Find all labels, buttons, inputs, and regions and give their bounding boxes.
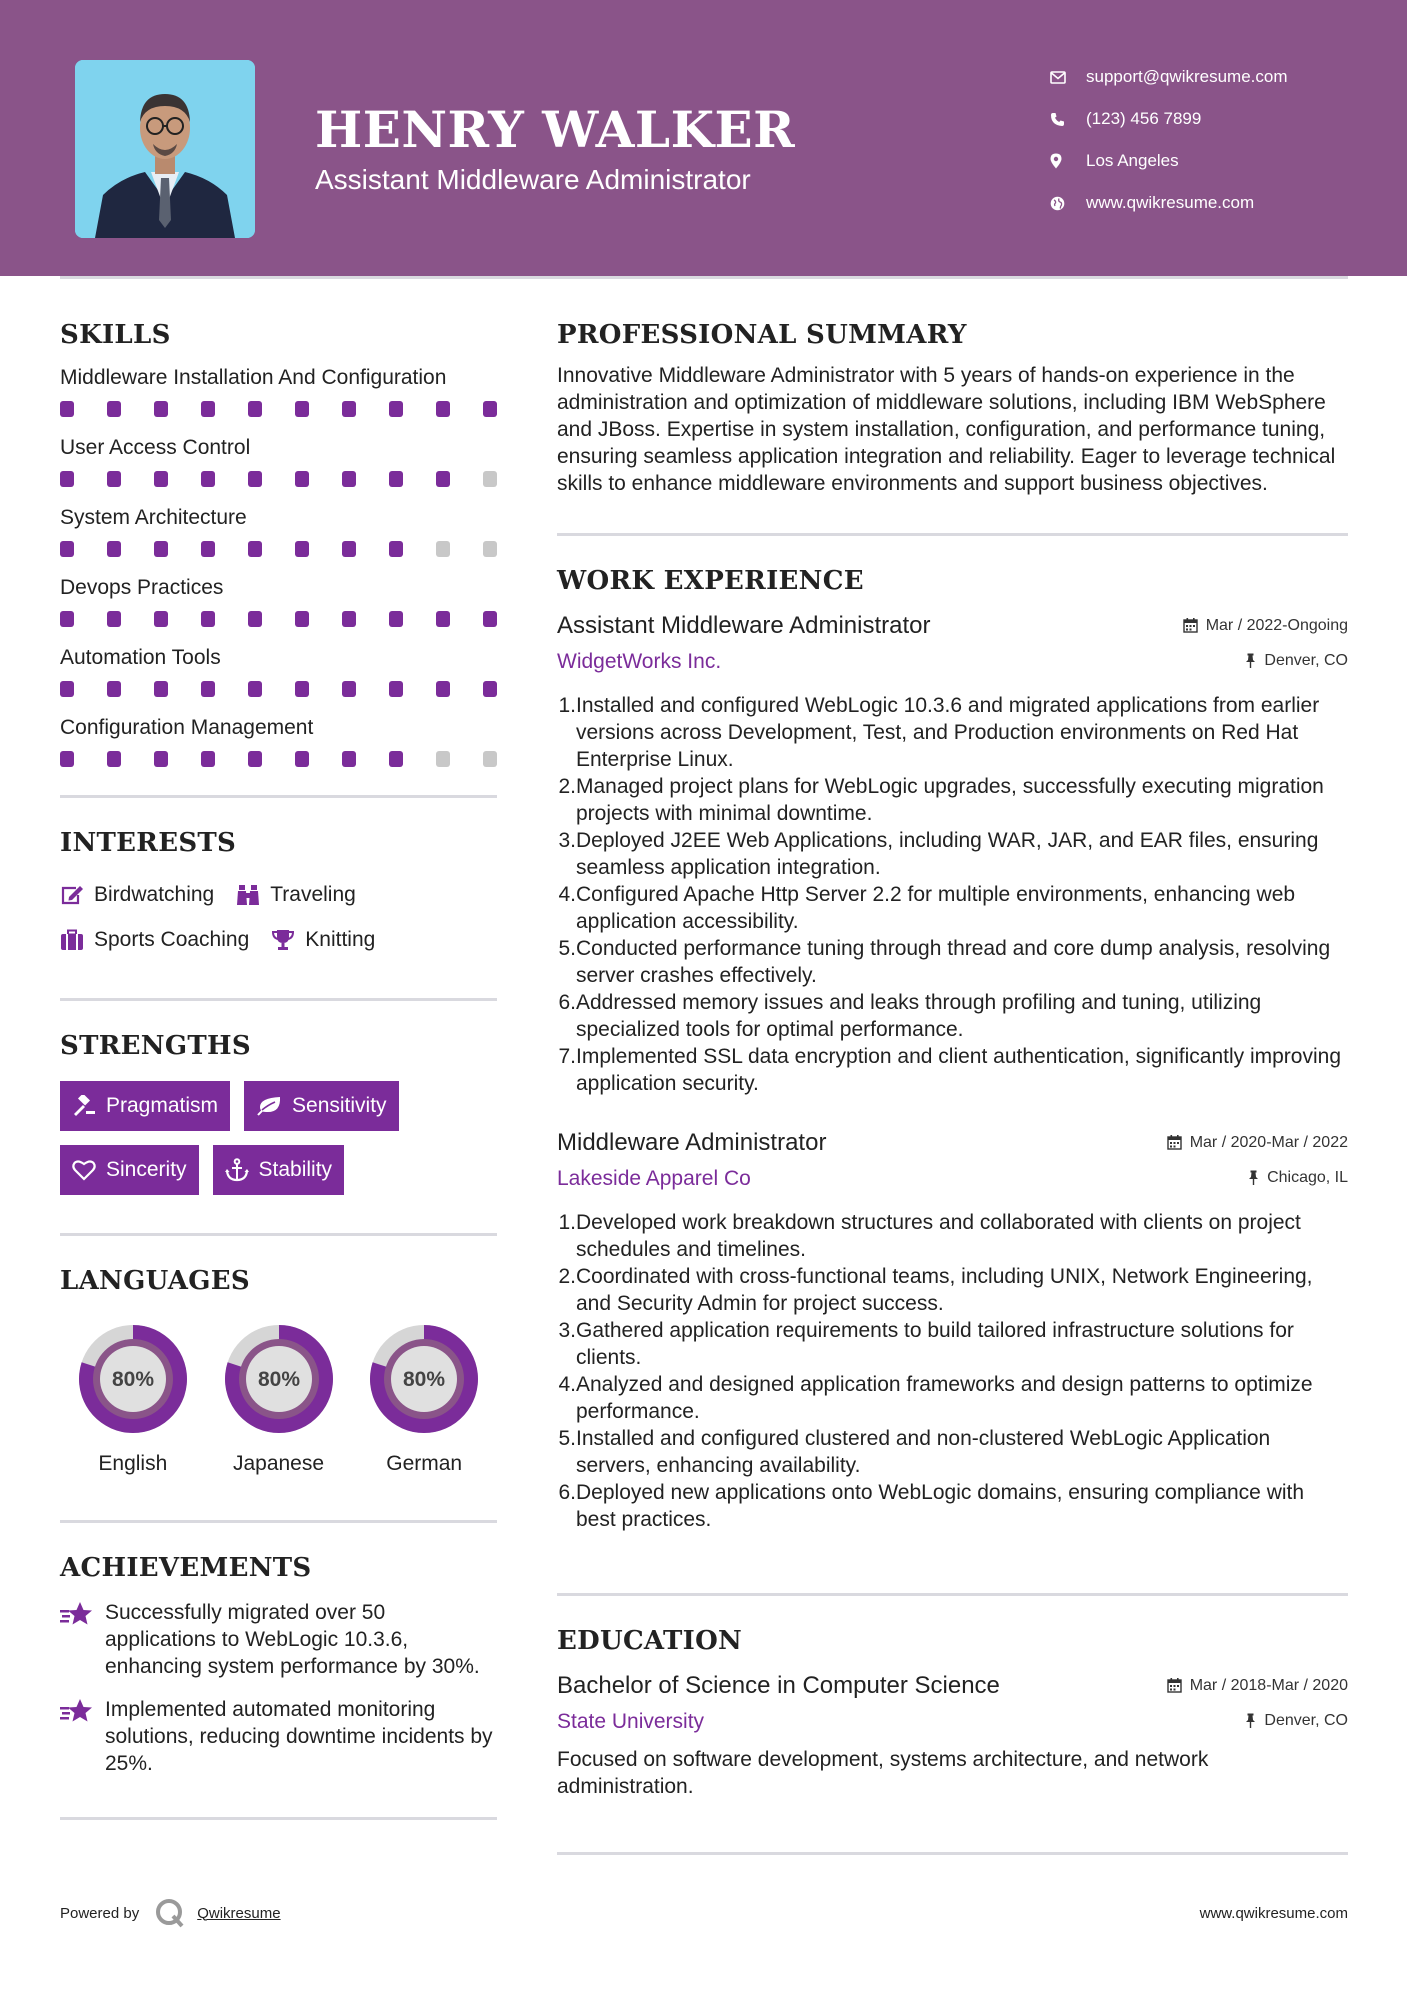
education-location-text: Denver, CO [1264, 1711, 1348, 1729]
languages-list [60, 1318, 497, 1476]
education-date [1167, 1677, 1348, 1695]
job-location-text: Denver, CO [1264, 651, 1348, 669]
rating-dot-filled [483, 681, 497, 697]
rating-dot-filled [154, 681, 168, 697]
rating-dot-filled [201, 401, 215, 417]
skill-item [60, 714, 497, 767]
contact-phone[interactable] [1050, 98, 1288, 140]
language-percent: 80% [257, 1368, 300, 1391]
star-icon [60, 1696, 105, 1777]
achievement-text: Implemented automated monitoring solutions, reducing downtime incidents by 25%. [105, 1698, 493, 1775]
edit-icon [60, 884, 84, 906]
skill-item [60, 504, 497, 557]
rating-dot-filled [295, 471, 309, 487]
summary-text: Innovative Middleware Administrator with 5 years of hands-on experience in the administration and optimization of middleware solutions, including IBM WebSphere and JBoss. Expertise in system installation, configuration, and performance tuning, ensuring seamless application integration and reliability. Eager to leverage technical skills to enhance middleware environments and support business objectives. [557, 364, 1336, 495]
language-name: Japanese [232, 1452, 325, 1475]
skill-name: Configuration Management [60, 716, 314, 739]
section-divider [557, 1852, 1348, 1855]
language-name: English [98, 1452, 168, 1475]
education-heading: EDUCATION [557, 1626, 743, 1656]
trophy-icon [271, 929, 295, 951]
skill-rating [60, 681, 497, 697]
strength-tag [244, 1081, 399, 1131]
language-name: German [386, 1452, 463, 1475]
job-entry [557, 1129, 1348, 1533]
powered-by [60, 1898, 281, 1928]
rating-dot-filled [60, 541, 74, 557]
section-divider [60, 1520, 497, 1523]
interests-heading: INTERESTS [60, 828, 237, 858]
rating-dot-empty [483, 751, 497, 767]
language-item [60, 1318, 206, 1476]
education-description: Focused on software development, systems architecture, and network administration. [557, 1748, 1209, 1798]
skill-name: User Access Control [60, 436, 251, 459]
contact-list [1050, 56, 1288, 224]
achievements-list [60, 1599, 497, 1777]
rating-dot-filled [342, 751, 356, 767]
binoculars-icon [236, 884, 260, 906]
right-column [557, 320, 1348, 1855]
list-item: 1. Installed and configured WebLogic 10.3.6 and migrated applications from earlier versions across Development, Test, and Production environments on Red Hat Enterprise Linux. [558, 694, 1320, 771]
achievement-item [60, 1599, 497, 1680]
contact-location [1050, 140, 1288, 182]
rating-dot-filled [201, 611, 215, 627]
interest-label: Knitting [305, 927, 376, 951]
interest-label: Traveling [270, 882, 356, 906]
strength-tag [60, 1145, 199, 1195]
rating-dot-filled [295, 541, 309, 557]
resume-header [0, 0, 1407, 276]
pushpin-icon [1245, 1713, 1256, 1728]
rating-dot-filled [248, 611, 262, 627]
rating-dot-filled [107, 681, 121, 697]
section-divider [60, 1817, 497, 1820]
interest-label: Sports Coaching [94, 927, 250, 951]
rating-dot-filled [436, 611, 450, 627]
language-progress-ring [72, 1318, 194, 1440]
left-column [60, 320, 497, 1820]
achievement-item [60, 1696, 497, 1777]
list-item: 5. Conducted performance tuning through thread and core dump analysis, resolving server crashes effectively. [558, 937, 1331, 987]
skill-name: Devops Practices [60, 576, 224, 599]
skill-rating [60, 751, 497, 767]
candidate-name: HENRY WALKER [315, 100, 796, 159]
qwikresume-logo-icon [155, 1898, 185, 1928]
job-entry [557, 612, 1348, 1097]
list-item: 3. Deployed J2EE Web Applications, including WAR, JAR, and EAR files, ensuring seamless application integration. [558, 829, 1319, 879]
pushpin-icon [1248, 1170, 1259, 1185]
rating-dot-filled [201, 471, 215, 487]
rating-dot-filled [201, 751, 215, 767]
interest-item [236, 872, 356, 917]
calendar-icon [1167, 1678, 1182, 1693]
section-divider [557, 533, 1348, 536]
rating-dot-empty [436, 541, 450, 557]
rating-dot-filled [436, 401, 450, 417]
skill-name: Middleware Installation And Configuration [60, 366, 447, 389]
job-location [1248, 1169, 1348, 1187]
rating-dot-filled [483, 611, 497, 627]
list-item: 6. Deployed new applications onto WebLogic domains, ensuring compliance with best practices. [558, 1481, 1305, 1531]
section-divider [557, 1593, 1348, 1596]
education-entry [557, 1672, 1348, 1800]
rating-dot-filled [436, 471, 450, 487]
rating-dot-filled [60, 751, 74, 767]
list-item: 2. Coordinated with cross-functional teams, including UNIX, Network Engineering, and Security Admin for project success. [558, 1265, 1313, 1315]
rating-dot-filled [154, 541, 168, 557]
skills-heading: SKILLS [60, 320, 171, 350]
strength-label: Stability [258, 1158, 333, 1181]
page-footer [60, 1893, 1348, 1933]
rating-dot-filled [60, 401, 74, 417]
job-location-text: Chicago, IL [1267, 1168, 1348, 1186]
rating-dot-filled [201, 681, 215, 697]
skill-name: Automation Tools [60, 646, 221, 669]
interest-item [271, 917, 375, 962]
contact-website[interactable] [1050, 182, 1288, 224]
interest-item [60, 872, 214, 917]
contact-location-text: Los Angeles [1086, 151, 1179, 170]
location-pin-icon [1050, 153, 1086, 169]
list-item: 3. Gathered application requirements to build tailored infrastructure solutions for clients. [558, 1319, 1294, 1369]
rating-dot-filled [389, 401, 403, 417]
phone-icon [1050, 112, 1086, 127]
strength-label: Pragmatism [106, 1094, 219, 1117]
rating-dot-filled [295, 751, 309, 767]
profile-photo [75, 60, 255, 238]
heart-icon [72, 1159, 96, 1181]
education-date-text: Mar / 2018-Mar / 2020 [1189, 1676, 1348, 1694]
job-company: WidgetWorks Inc. [557, 650, 722, 673]
rating-dot-filled [107, 401, 121, 417]
rating-dot-empty [483, 541, 497, 557]
list-item: 4. Analyzed and designed application frameworks and design patterns to optimize performance. [558, 1373, 1313, 1423]
skill-rating [60, 611, 497, 627]
leaf-icon [256, 1095, 282, 1117]
list-item: 4. Configured Apache Http Server 2.2 for multiple environments, enhancing web application accessibility. [558, 883, 1296, 933]
list-item: 5. Installed and configured clustered and non-clustered WebLogic Application servers, enhancing availability. [558, 1427, 1271, 1477]
language-percent: 80% [111, 1368, 154, 1391]
star-icon [60, 1599, 105, 1680]
experience-heading: WORK EXPERIENCE [557, 566, 864, 596]
skill-item [60, 364, 497, 417]
contact-email-text: support@qwikresume.com [1086, 67, 1288, 86]
rating-dot-filled [342, 471, 356, 487]
rating-dot-empty [436, 751, 450, 767]
skill-name: System Architecture [60, 506, 247, 529]
list-item: 2. Managed project plans for WebLogic upgrades, successfully executing migration projects with minimal downtime. [558, 775, 1324, 825]
rating-dot-filled [107, 751, 121, 767]
rating-dot-filled [154, 751, 168, 767]
rating-dot-filled [342, 401, 356, 417]
skill-item [60, 434, 497, 487]
job-role: Assistant Middleware Administrator [557, 612, 931, 639]
job-bullets [557, 1209, 1348, 1533]
strength-tag [213, 1145, 345, 1195]
rating-dot-filled [201, 541, 215, 557]
globe-icon [1050, 196, 1086, 211]
language-item [206, 1318, 352, 1476]
pushpin-icon [1245, 653, 1256, 668]
rating-dot-filled [436, 681, 450, 697]
list-item: 6. Addressed memory issues and leaks through profiling and tuning, utilizing specialized tools for optimal performance. [558, 991, 1262, 1041]
achievements-heading: ACHIEVEMENTS [60, 1553, 312, 1583]
rating-dot-filled [248, 541, 262, 557]
job-bullets [557, 692, 1348, 1097]
rating-dot-filled [248, 681, 262, 697]
rating-dot-filled [483, 401, 497, 417]
strength-label: Sensitivity [292, 1094, 387, 1117]
strengths-list [60, 1081, 497, 1209]
list-item: 1. Developed work breakdown structures and collaborated with clients on project schedules and timelines. [558, 1211, 1301, 1261]
rating-dot-filled [248, 471, 262, 487]
header-divider [60, 276, 1348, 279]
rating-dot-filled [342, 541, 356, 557]
rating-dot-filled [60, 681, 74, 697]
interest-item [60, 917, 249, 962]
calendar-icon [1167, 1135, 1182, 1150]
strength-label: Sincerity [106, 1158, 187, 1181]
gavel-icon [72, 1095, 96, 1117]
job-date [1183, 617, 1348, 635]
rating-dot-filled [248, 401, 262, 417]
job-role: Middleware Administrator [557, 1129, 827, 1156]
degree: Bachelor of Science in Computer Science [557, 1672, 1000, 1699]
contact-website-text: www.qwikresume.com [1086, 193, 1255, 212]
language-percent: 80% [403, 1368, 446, 1391]
briefcase-icon [60, 929, 84, 951]
candidate-title: Assistant Middleware Administrator [315, 164, 751, 195]
rating-dot-filled [295, 611, 309, 627]
language-item [351, 1318, 497, 1476]
contact-phone-text: (123) 456 7899 [1086, 109, 1202, 128]
calendar-icon [1183, 618, 1198, 633]
rating-dot-filled [389, 541, 403, 557]
list-item: 7. Implemented SSL data encryption and client authentication, significantly improving application security. [558, 1045, 1341, 1095]
section-divider [60, 1233, 497, 1236]
language-progress-ring [363, 1318, 485, 1440]
skill-rating [60, 541, 497, 557]
rating-dot-filled [60, 471, 74, 487]
rating-dot-filled [154, 401, 168, 417]
anchor-icon [225, 1158, 249, 1182]
section-divider [60, 998, 497, 1001]
skill-rating [60, 401, 497, 417]
rating-dot-filled [342, 681, 356, 697]
footer-url[interactable]: www.qwikresume.com [1199, 1904, 1348, 1922]
languages-heading: LANGUAGES [60, 1266, 250, 1296]
skill-item [60, 574, 497, 627]
summary-heading: PROFESSIONAL SUMMARY [557, 320, 967, 350]
skill-rating [60, 471, 497, 487]
skills-list [60, 364, 497, 767]
powered-by-text: Powered by [60, 1904, 140, 1922]
rating-dot-filled [342, 611, 356, 627]
language-progress-ring [218, 1318, 340, 1440]
envelope-icon [1050, 71, 1086, 84]
rating-dot-empty [483, 471, 497, 487]
job-company: Lakeside Apparel Co [557, 1167, 751, 1190]
job-date [1167, 1134, 1348, 1152]
rating-dot-filled [295, 681, 309, 697]
rating-dot-filled [295, 401, 309, 417]
rating-dot-filled [248, 751, 262, 767]
rating-dot-filled [154, 611, 168, 627]
rating-dot-filled [389, 471, 403, 487]
job-location [1245, 652, 1348, 670]
job-date-text: Mar / 2022-Ongoing [1205, 616, 1348, 634]
qwikresume-link[interactable]: Qwikresume [197, 1904, 281, 1922]
rating-dot-filled [154, 471, 168, 487]
achievement-text: Successfully migrated over 50 applications to WebLogic 10.3.6, enhancing system performance by 30%. [105, 1601, 480, 1678]
section-divider [60, 795, 497, 798]
rating-dot-filled [60, 611, 74, 627]
interests-list [60, 872, 497, 962]
rating-dot-filled [389, 751, 403, 767]
strength-tag [60, 1081, 230, 1131]
strengths-heading: STRENGTHS [60, 1031, 251, 1061]
contact-email[interactable] [1050, 56, 1288, 98]
job-date-text: Mar / 2020-Mar / 2022 [1189, 1133, 1348, 1151]
interest-label: Birdwatching [94, 882, 215, 906]
rating-dot-filled [389, 611, 403, 627]
skill-item [60, 644, 497, 697]
rating-dot-filled [389, 681, 403, 697]
rating-dot-filled [107, 611, 121, 627]
education-location [1245, 1712, 1348, 1730]
school: State University [557, 1710, 705, 1733]
rating-dot-filled [107, 541, 121, 557]
rating-dot-filled [107, 471, 121, 487]
